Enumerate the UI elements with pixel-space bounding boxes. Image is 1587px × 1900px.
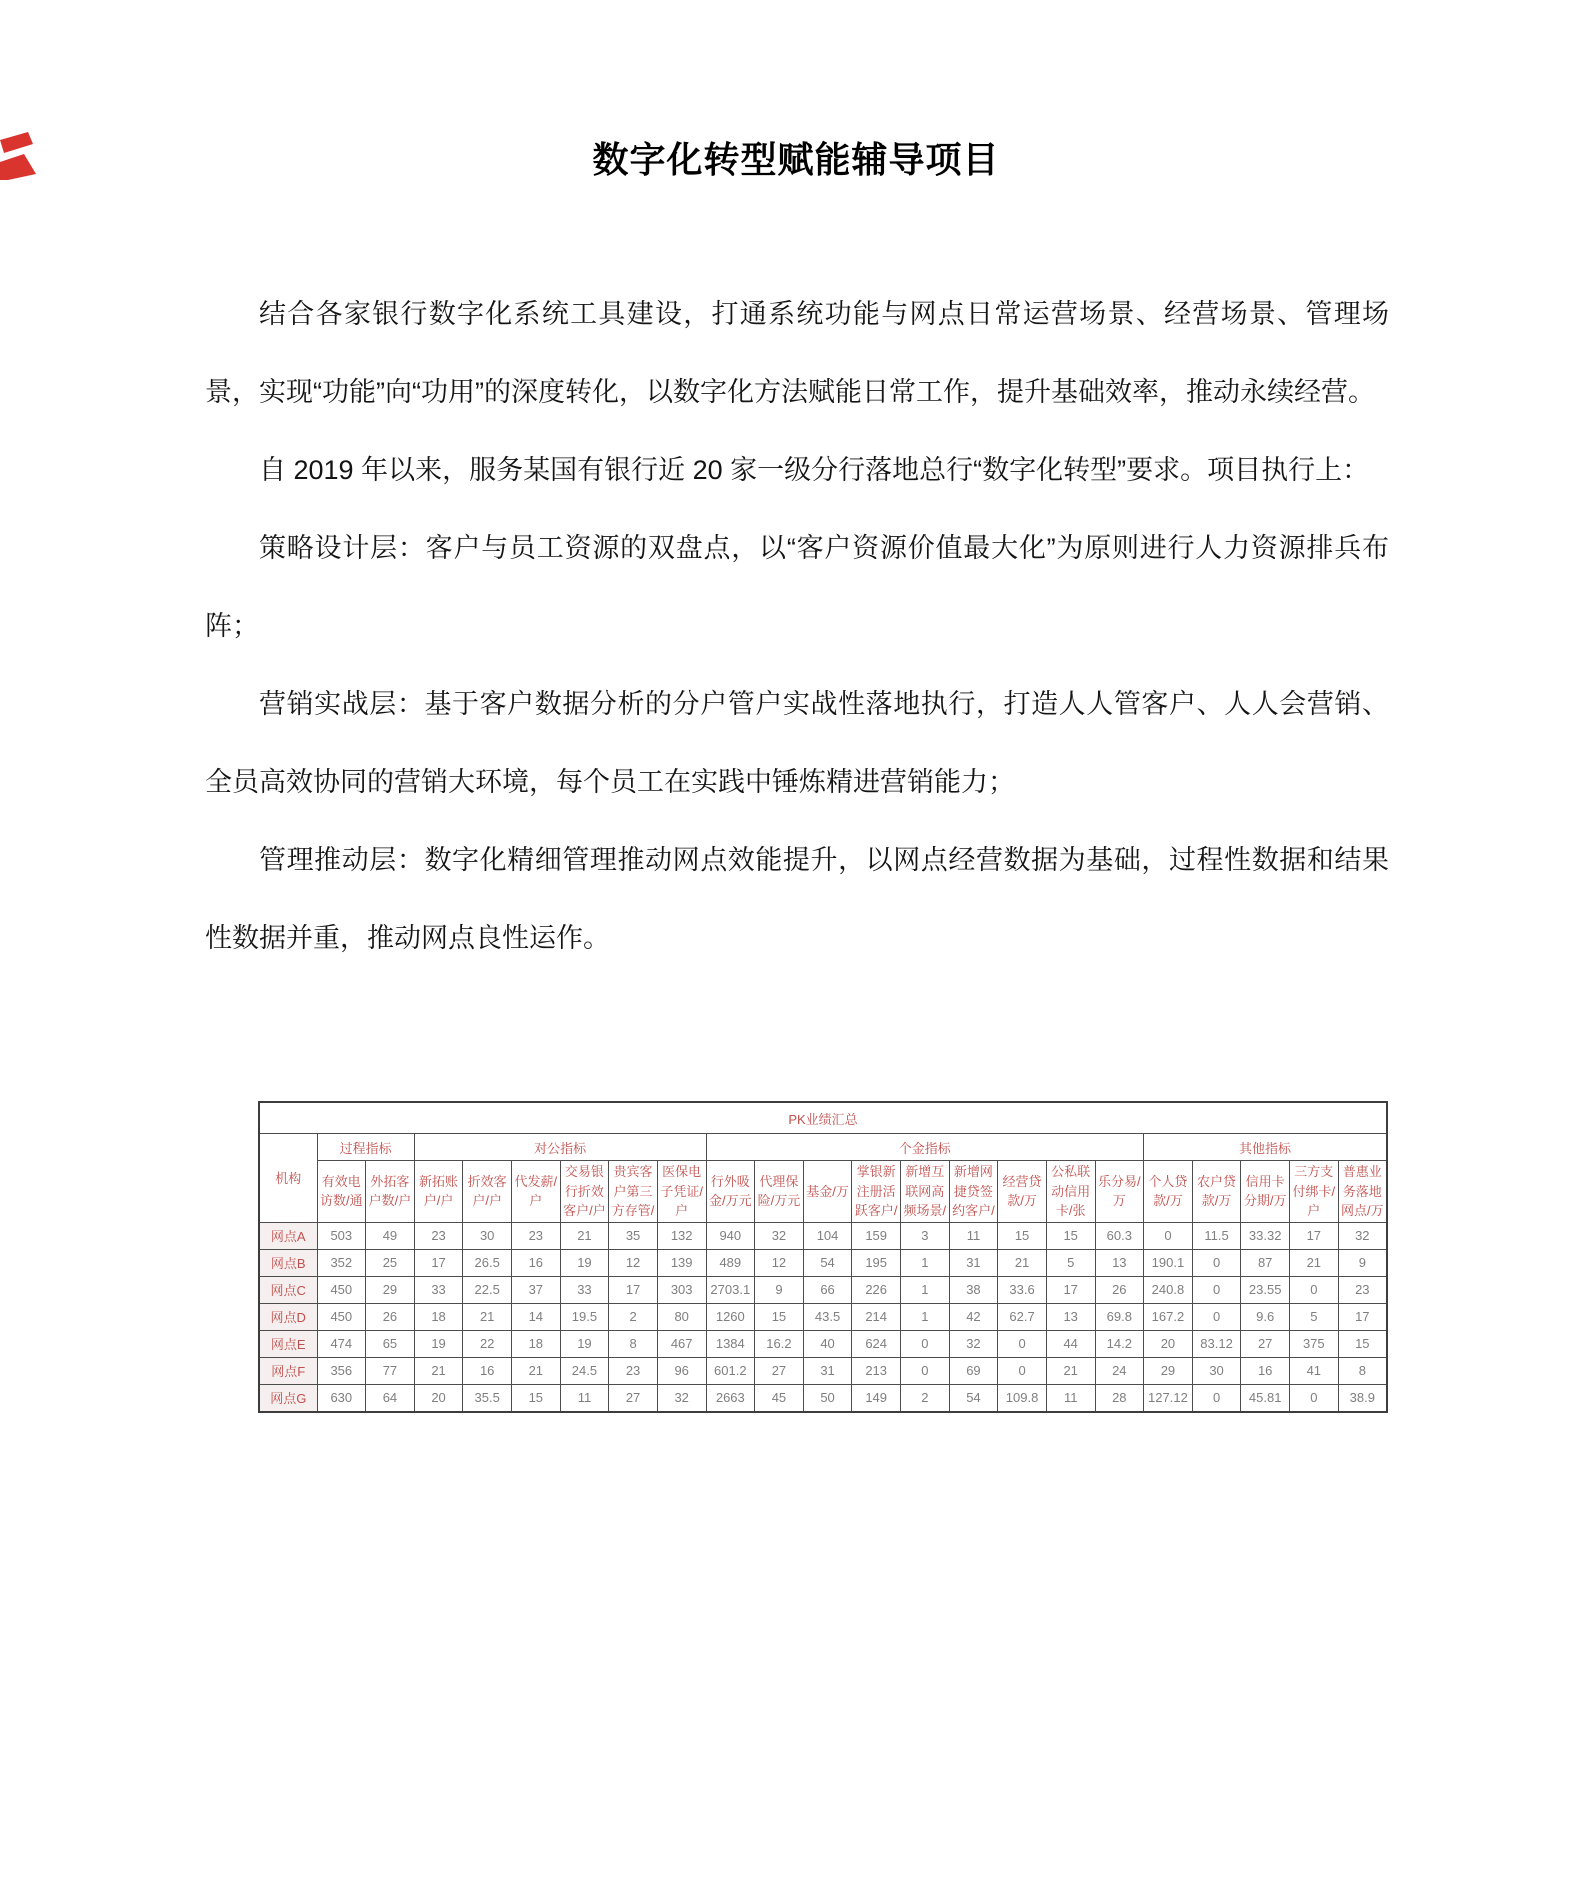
table-row xyxy=(259,1249,1387,1276)
table-cell: 33 xyxy=(560,1276,609,1303)
table-cell: 43.5 xyxy=(803,1303,852,1330)
group-header-个金指标: 个金指标 xyxy=(706,1134,1144,1161)
group-header-过程指标: 过程指标 xyxy=(317,1134,414,1161)
table-cell: 30 xyxy=(463,1222,512,1249)
table-cell: 19 xyxy=(560,1330,609,1357)
table-cell: 21 xyxy=(1290,1249,1339,1276)
table-cell: 15 xyxy=(1338,1330,1387,1357)
table-cell: 32 xyxy=(949,1330,998,1357)
row-label-网点G: 网点G xyxy=(259,1384,317,1412)
column-header: 外拓客户数/户 xyxy=(366,1161,415,1223)
table-cell: 19.5 xyxy=(560,1303,609,1330)
table-cell: 25 xyxy=(366,1249,415,1276)
table-cell: 31 xyxy=(803,1357,852,1384)
table-cell: 195 xyxy=(852,1249,901,1276)
row-label-网点B: 网点B xyxy=(259,1249,317,1276)
table-cell: 450 xyxy=(317,1276,366,1303)
table-cell: 20 xyxy=(414,1384,463,1412)
table-row xyxy=(259,1330,1387,1357)
table-cell: 38.9 xyxy=(1338,1384,1387,1412)
paragraph-1: 结合各家银行数字化系统工具建设，打通系统功能与网点日常运营场景、经营场景、管理场景，实现“功能”向“功用”的深度转化，以数字化方法赋能日常工作，提升基础效率，推动永续经营。 xyxy=(205,299,1389,407)
table-cell: 127.12 xyxy=(1144,1384,1193,1412)
table-cell: 2703.1 xyxy=(706,1276,755,1303)
table-cell: 35.5 xyxy=(463,1384,512,1412)
table-cell: 30 xyxy=(1192,1357,1241,1384)
table-cell: 11 xyxy=(949,1222,998,1249)
table-title-row xyxy=(259,1102,1387,1134)
column-header: 乐分易/万 xyxy=(1095,1161,1144,1223)
table-cell: 20 xyxy=(1144,1330,1193,1357)
table-cell: 109.8 xyxy=(998,1384,1047,1412)
table-cell: 14 xyxy=(512,1303,561,1330)
column-header: 信用卡分期/万 xyxy=(1241,1161,1290,1223)
table-cell: 356 xyxy=(317,1357,366,1384)
row-label-网点A: 网点A xyxy=(259,1222,317,1249)
column-header: 经营贷款/万 xyxy=(998,1161,1047,1223)
table-cell: 940 xyxy=(706,1222,755,1249)
red-mark-icon xyxy=(0,132,40,180)
table-cell: 33 xyxy=(414,1276,463,1303)
table-cell: 29 xyxy=(1144,1357,1193,1384)
table-cell: 38 xyxy=(949,1276,998,1303)
table-cell: 15 xyxy=(512,1384,561,1412)
table-cell: 96 xyxy=(657,1357,706,1384)
table-cell: 26 xyxy=(366,1303,415,1330)
table-title: PK业绩汇总 xyxy=(259,1102,1387,1134)
table-cell: 474 xyxy=(317,1330,366,1357)
column-header: 有效电访数/通 xyxy=(317,1161,366,1223)
column-header: 新增互联网高频场景/ xyxy=(901,1161,950,1223)
table-cell: 24 xyxy=(1095,1357,1144,1384)
table-cell: 139 xyxy=(657,1249,706,1276)
table-cell: 33.32 xyxy=(1241,1222,1290,1249)
table-cell: 5 xyxy=(1290,1303,1339,1330)
table-cell: 69.8 xyxy=(1095,1303,1144,1330)
table-cell: 44 xyxy=(1046,1330,1095,1357)
table-cell: 62.7 xyxy=(998,1303,1047,1330)
table-cell: 8 xyxy=(609,1330,658,1357)
table-cell: 32 xyxy=(755,1222,804,1249)
group-header-其他指标: 其他指标 xyxy=(1144,1134,1387,1161)
column-header: 农户贷款/万 xyxy=(1192,1161,1241,1223)
table-cell: 28 xyxy=(1095,1384,1144,1412)
table-cell: 21 xyxy=(414,1357,463,1384)
row-label-网点E: 网点E xyxy=(259,1330,317,1357)
table-cell: 35 xyxy=(609,1222,658,1249)
column-header: 掌银新注册活跃客户/ xyxy=(852,1161,901,1223)
table-cell: 40 xyxy=(803,1330,852,1357)
table-cell: 37 xyxy=(512,1276,561,1303)
table-cell: 21 xyxy=(512,1357,561,1384)
table-cell: 24.5 xyxy=(560,1357,609,1384)
table-cell: 23.55 xyxy=(1241,1276,1290,1303)
table-cell: 0 xyxy=(901,1357,950,1384)
table-cell: 2 xyxy=(609,1303,658,1330)
column-header: 代理保险/万元 xyxy=(755,1161,804,1223)
table-cell: 32 xyxy=(657,1384,706,1412)
table-cell: 23 xyxy=(512,1222,561,1249)
table-cell: 352 xyxy=(317,1249,366,1276)
column-header: 新增网捷贷签约客户/ xyxy=(949,1161,998,1223)
table-cell: 9 xyxy=(755,1276,804,1303)
table-cell: 21 xyxy=(1046,1357,1095,1384)
table-cell: 21 xyxy=(560,1222,609,1249)
table-cell: 17 xyxy=(414,1249,463,1276)
table-cell: 60.3 xyxy=(1095,1222,1144,1249)
table-cell: 26.5 xyxy=(463,1249,512,1276)
table-cell: 1 xyxy=(901,1303,950,1330)
table-cell: 31 xyxy=(949,1249,998,1276)
red-corner-artifact xyxy=(0,132,40,180)
group-header-对公指标: 对公指标 xyxy=(414,1134,706,1161)
column-header: 个人贷款/万 xyxy=(1144,1161,1193,1223)
table-cell: 54 xyxy=(949,1384,998,1412)
table-cell: 601.2 xyxy=(706,1357,755,1384)
table-cell: 17 xyxy=(1290,1222,1339,1249)
document-page xyxy=(0,132,1587,1900)
table-cell: 15 xyxy=(998,1222,1047,1249)
paragraph-4: 营销实战层：基于客户数据分析的分户管户实战性落地执行，打造人人管客户、人人会营销、全员高效协同的营销大环境，每个员工在实践中锤炼精进营销能力； xyxy=(205,689,1389,797)
table-cell: 45 xyxy=(755,1384,804,1412)
table-cell: 2 xyxy=(901,1384,950,1412)
column-header: 医保电子凭证/户 xyxy=(657,1161,706,1223)
table-cell: 15 xyxy=(1046,1222,1095,1249)
table-cell: 42 xyxy=(949,1303,998,1330)
table-body xyxy=(259,1222,1387,1412)
table-cell: 0 xyxy=(1192,1384,1241,1412)
column-header: 普惠业务落地网点/万 xyxy=(1338,1161,1387,1223)
table-cell: 17 xyxy=(609,1276,658,1303)
column-header: 贵宾客户第三方存管/ xyxy=(609,1161,658,1223)
table-cell: 29 xyxy=(366,1276,415,1303)
table-cell: 467 xyxy=(657,1330,706,1357)
table-cell: 16 xyxy=(463,1357,512,1384)
table-cell: 49 xyxy=(366,1222,415,1249)
table-cell: 0 xyxy=(901,1330,950,1357)
table-cell: 8 xyxy=(1338,1357,1387,1384)
page-title: 数字化转型赋能辅导项目 xyxy=(592,139,1000,180)
table-cell: 1 xyxy=(901,1276,950,1303)
table-cell: 0 xyxy=(998,1357,1047,1384)
table-cell: 64 xyxy=(366,1384,415,1412)
table-cell: 22 xyxy=(463,1330,512,1357)
table-cell: 77 xyxy=(366,1357,415,1384)
table-cell: 26 xyxy=(1095,1276,1144,1303)
table-cell: 17 xyxy=(1046,1276,1095,1303)
column-header: 交易银行折效客户/户 xyxy=(560,1161,609,1223)
row-label-网点F: 网点F xyxy=(259,1357,317,1384)
org-header-cell: 机构 xyxy=(259,1134,317,1223)
table-cell: 11.5 xyxy=(1192,1222,1241,1249)
table-cell: 17 xyxy=(1338,1303,1387,1330)
table-cell: 16.2 xyxy=(755,1330,804,1357)
table-cell: 450 xyxy=(317,1303,366,1330)
table-cell: 240.8 xyxy=(1144,1276,1193,1303)
table-cell: 11 xyxy=(1046,1384,1095,1412)
column-header: 行外吸金/万元 xyxy=(706,1161,755,1223)
table-cell: 13 xyxy=(1046,1303,1095,1330)
table-cell: 5 xyxy=(1046,1249,1095,1276)
table-cell: 32 xyxy=(1338,1222,1387,1249)
table-cell: 1384 xyxy=(706,1330,755,1357)
column-header: 基金/万 xyxy=(803,1161,852,1223)
table-cell: 1 xyxy=(901,1249,950,1276)
table-cell: 16 xyxy=(1241,1357,1290,1384)
table-row xyxy=(259,1276,1387,1303)
table-cell: 159 xyxy=(852,1222,901,1249)
table-cell: 23 xyxy=(414,1222,463,1249)
table-cell: 9 xyxy=(1338,1249,1387,1276)
table-cell: 23 xyxy=(1338,1276,1387,1303)
table-cell: 54 xyxy=(803,1249,852,1276)
table-cell: 9.6 xyxy=(1241,1303,1290,1330)
table-cell: 18 xyxy=(414,1303,463,1330)
table-cell: 19 xyxy=(560,1249,609,1276)
table-row xyxy=(259,1303,1387,1330)
table-cell: 104 xyxy=(803,1222,852,1249)
table-cell: 167.2 xyxy=(1144,1303,1193,1330)
table-cell: 303 xyxy=(657,1276,706,1303)
table-cell: 624 xyxy=(852,1330,901,1357)
paragraph-3: 策略设计层：客户与员工资源的双盘点，以“客户资源价值最大化”为原则进行人力资源排兵布阵； xyxy=(205,533,1389,641)
table-cell: 630 xyxy=(317,1384,366,1412)
table-cell: 1260 xyxy=(706,1303,755,1330)
table-cell: 0 xyxy=(1290,1276,1339,1303)
table-cell: 14.2 xyxy=(1095,1330,1144,1357)
table-cell: 50 xyxy=(803,1384,852,1412)
table-cell: 214 xyxy=(852,1303,901,1330)
document-body xyxy=(205,275,1389,977)
table-cell: 489 xyxy=(706,1249,755,1276)
table-cell: 12 xyxy=(609,1249,658,1276)
table-cell: 21 xyxy=(998,1249,1047,1276)
table-cell: 0 xyxy=(1192,1303,1241,1330)
table-cell: 18 xyxy=(512,1330,561,1357)
table-cell: 41 xyxy=(1290,1357,1339,1384)
table-cell: 87 xyxy=(1241,1249,1290,1276)
table-cell: 190.1 xyxy=(1144,1249,1193,1276)
table-cell: 66 xyxy=(803,1276,852,1303)
table-cell: 16 xyxy=(512,1249,561,1276)
row-label-网点C: 网点C xyxy=(259,1276,317,1303)
table-cell: 0 xyxy=(1192,1249,1241,1276)
table-cell: 22.5 xyxy=(463,1276,512,1303)
table-cell: 0 xyxy=(1290,1384,1339,1412)
table-cell: 12 xyxy=(755,1249,804,1276)
row-label-网点D: 网点D xyxy=(259,1303,317,1330)
table-cell: 3 xyxy=(901,1222,950,1249)
table-cell: 27 xyxy=(1241,1330,1290,1357)
table-cell: 149 xyxy=(852,1384,901,1412)
table-cell: 83.12 xyxy=(1192,1330,1241,1357)
column-header: 代发薪/户 xyxy=(512,1161,561,1223)
table-cell: 23 xyxy=(609,1357,658,1384)
table-cell: 11 xyxy=(560,1384,609,1412)
table-cell: 45.81 xyxy=(1241,1384,1290,1412)
table-cell: 13 xyxy=(1095,1249,1144,1276)
table-cell: 65 xyxy=(366,1330,415,1357)
table-cell: 375 xyxy=(1290,1330,1339,1357)
column-header: 三方支付绑卡/户 xyxy=(1290,1161,1339,1223)
column-header: 公私联动信用卡/张 xyxy=(1046,1161,1095,1223)
table-row xyxy=(259,1357,1387,1384)
table-head xyxy=(259,1102,1387,1222)
table-cell: 27 xyxy=(609,1384,658,1412)
table-cell: 2663 xyxy=(706,1384,755,1412)
paragraph-5: 管理推动层：数字化精细管理推动网点效能提升，以网点经营数据为基础，过程性数据和结果性数据并重，推动网点良性运作。 xyxy=(205,845,1389,953)
group-header-row xyxy=(259,1134,1387,1161)
paragraph-2: 自 2019 年以来，服务某国有银行近 20 家一级分行落地总行“数字化转型”要求。项目执行上： xyxy=(259,455,1370,485)
column-header: 新拓账户/户 xyxy=(414,1161,463,1223)
table-cell: 503 xyxy=(317,1222,366,1249)
column-header-row xyxy=(259,1161,1387,1223)
table-cell: 80 xyxy=(657,1303,706,1330)
table-cell: 19 xyxy=(414,1330,463,1357)
table-cell: 132 xyxy=(657,1222,706,1249)
table-cell: 226 xyxy=(852,1276,901,1303)
pk-performance-table-container xyxy=(258,1101,1388,1413)
table-cell: 0 xyxy=(998,1330,1047,1357)
column-header: 折效客户/户 xyxy=(463,1161,512,1223)
table-cell: 15 xyxy=(755,1303,804,1330)
pk-performance-table xyxy=(258,1101,1388,1413)
table-cell: 213 xyxy=(852,1357,901,1384)
table-cell: 69 xyxy=(949,1357,998,1384)
table-row xyxy=(259,1222,1387,1249)
table-row xyxy=(259,1384,1387,1412)
table-cell: 27 xyxy=(755,1357,804,1384)
table-cell: 0 xyxy=(1192,1276,1241,1303)
table-cell: 33.6 xyxy=(998,1276,1047,1303)
table-cell: 0 xyxy=(1144,1222,1193,1249)
table-cell: 21 xyxy=(463,1303,512,1330)
